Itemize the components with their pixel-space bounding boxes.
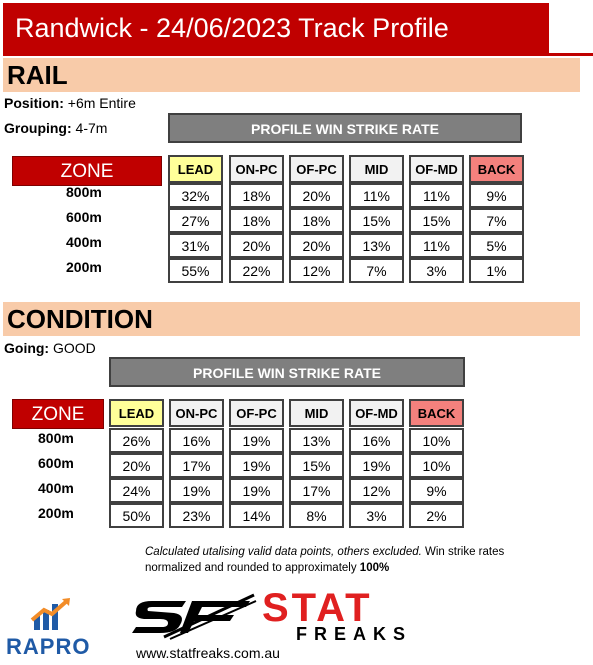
rail-cell: 7% <box>349 258 404 283</box>
rapro-logo <box>4 594 104 659</box>
rail-cell: 12% <box>289 258 344 283</box>
condition-row-label: 400m <box>38 480 74 496</box>
condition-cell: 19% <box>169 478 224 503</box>
rail-cell: 3% <box>409 258 464 283</box>
rail-cell: 15% <box>349 208 404 233</box>
condition-cell: 13% <box>289 428 344 453</box>
rail-cell: 20% <box>289 233 344 258</box>
rail-cell: 18% <box>229 208 284 233</box>
condition-col-of-pc: OF-PC <box>229 399 284 427</box>
condition-row-label: 200m <box>38 505 74 521</box>
going-label: Going: <box>4 340 50 356</box>
rail-row-label: 600m <box>66 209 102 225</box>
condition-row-label: 800m <box>38 430 74 446</box>
rail-cell: 20% <box>289 183 344 208</box>
condition-col-lead: LEAD <box>109 399 164 427</box>
condition-cell: 2% <box>409 503 464 528</box>
rail-zone-header: ZONE <box>12 156 162 186</box>
rail-cell: 20% <box>229 233 284 258</box>
rail-cell: 11% <box>409 183 464 208</box>
rail-cell: 18% <box>229 183 284 208</box>
stat-logo-text: STAT <box>262 586 373 630</box>
rail-cell: 5% <box>469 233 524 258</box>
condition-cell: 8% <box>289 503 344 528</box>
rail-col-back: BACK <box>469 155 524 183</box>
condition-cell: 15% <box>289 453 344 478</box>
condition-cell: 19% <box>229 428 284 453</box>
condition-col-of-md: OF-MD <box>349 399 404 427</box>
condition-cell: 26% <box>109 428 164 453</box>
rapro-text: RAPRO <box>6 634 91 659</box>
condition-heading: CONDITION <box>3 302 580 336</box>
footnote <box>145 544 535 576</box>
condition-cell: 14% <box>229 503 284 528</box>
condition-cell: 16% <box>169 428 224 453</box>
condition-cell: 24% <box>109 478 164 503</box>
rail-grouping <box>4 120 107 136</box>
rail-col-mid: MID <box>349 155 404 183</box>
rail-heading: RAIL <box>3 58 580 92</box>
condition-cell: 17% <box>169 453 224 478</box>
rail-cell: 13% <box>349 233 404 258</box>
grouping-value: 4-7m <box>75 120 108 136</box>
condition-cell: 9% <box>409 478 464 503</box>
condition-cell: 19% <box>229 478 284 503</box>
position-value: +6m Entire <box>67 95 136 111</box>
statfreaks-sf-icon <box>130 593 258 641</box>
title-underline <box>3 53 593 56</box>
rail-cell: 1% <box>469 258 524 283</box>
condition-cell: 16% <box>349 428 404 453</box>
rapro-chart-icon <box>30 596 74 632</box>
rail-cell: 31% <box>168 233 223 258</box>
condition-cell: 19% <box>349 453 404 478</box>
condition-cell: 17% <box>289 478 344 503</box>
rail-cell: 9% <box>469 183 524 208</box>
condition-row-label: 600m <box>38 455 74 471</box>
condition-cell: 23% <box>169 503 224 528</box>
rail-cell: 18% <box>289 208 344 233</box>
rail-cell: 32% <box>168 183 223 208</box>
rail-col-of-pc: OF-PC <box>289 155 344 183</box>
condition-going <box>4 340 96 356</box>
condition-cell: 19% <box>229 453 284 478</box>
position-label: Position: <box>4 95 64 111</box>
condition-col-on-pc: ON-PC <box>169 399 224 427</box>
rail-col-on-pc: ON-PC <box>229 155 284 183</box>
rail-position <box>4 95 136 111</box>
rail-cell: 11% <box>409 233 464 258</box>
rail-row-label: 800m <box>66 184 102 200</box>
condition-cell: 10% <box>409 428 464 453</box>
condition-cell: 3% <box>349 503 404 528</box>
rail-cell: 22% <box>229 258 284 283</box>
rail-col-lead: LEAD <box>168 155 223 183</box>
rail-cell: 27% <box>168 208 223 233</box>
footnote-italic: Calculated utalising valid data points, others excluded. <box>145 546 422 558</box>
condition-cell: 10% <box>409 453 464 478</box>
going-value: GOOD <box>53 340 96 356</box>
grouping-label: Grouping: <box>4 120 72 136</box>
rail-cell: 55% <box>168 258 223 283</box>
condition-col-mid: MID <box>289 399 344 427</box>
rail-row-label: 200m <box>66 259 102 275</box>
website-url[interactable]: www.statfreaks.com.au <box>136 645 280 661</box>
rail-cell: 15% <box>409 208 464 233</box>
condition-col-back: BACK <box>409 399 464 427</box>
rail-col-of-md: OF-MD <box>409 155 464 183</box>
rail-row-label: 400m <box>66 234 102 250</box>
rail-cell: 11% <box>349 183 404 208</box>
condition-cell: 50% <box>109 503 164 528</box>
condition-cell: 20% <box>109 453 164 478</box>
rail-profile-header: PROFILE WIN STRIKE RATE <box>168 113 522 143</box>
footnote-text: Win strike rates normalized and rounded to approximately <box>145 546 505 574</box>
condition-profile-header: PROFILE WIN STRIKE RATE <box>109 357 465 387</box>
rail-cell: 7% <box>469 208 524 233</box>
page-title: Randwick - 24/06/2023 Track Profile <box>3 3 549 53</box>
condition-zone-header: ZONE <box>12 399 104 429</box>
footnote-bold: 100% <box>359 562 390 574</box>
freaks-logo-text: FREAKS <box>296 624 413 644</box>
condition-cell: 12% <box>349 478 404 503</box>
